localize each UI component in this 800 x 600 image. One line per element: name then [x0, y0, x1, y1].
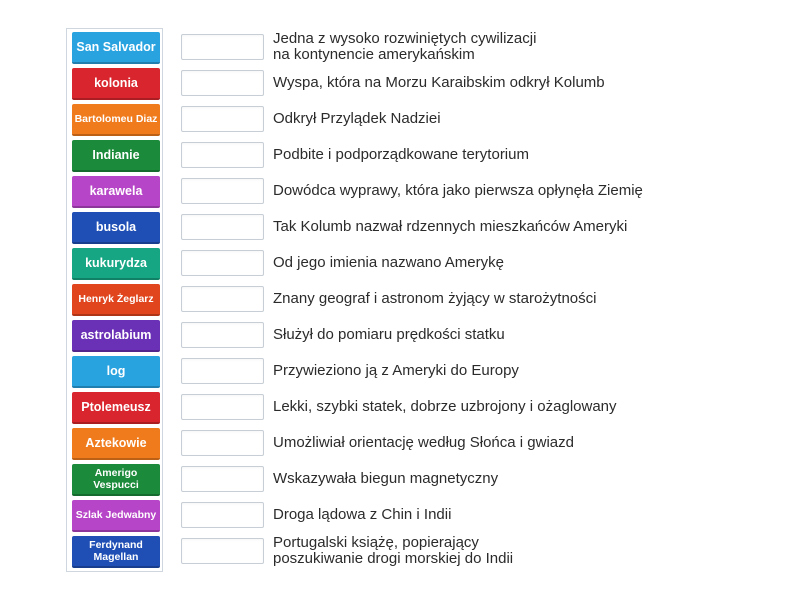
term-tile[interactable]: Indianie	[72, 140, 160, 172]
answer-drop-box[interactable]	[181, 178, 264, 204]
answer-drop-box[interactable]	[181, 250, 264, 276]
definition-text: Droga lądowa z Chin i Indii	[273, 506, 452, 523]
definition-text: Umożliwiał orientację według Słońca i gwiazd	[273, 434, 574, 451]
term-tile[interactable]: Aztekowie	[72, 428, 160, 460]
term-tile[interactable]: astrolabium	[72, 320, 160, 352]
answer-drop-box[interactable]	[181, 322, 264, 348]
definition-text: Lekki, szybki statek, dobrze uzbrojony i ożaglowany	[273, 398, 617, 415]
term-tile[interactable]: San Salvador	[72, 32, 160, 64]
definition-text: Jedna z wysoko rozwiniętych cywilizacji na kontynencie amerykańskim	[273, 30, 537, 63]
term-tile[interactable]: kolonia	[72, 68, 160, 100]
term-tile[interactable]: Szlak Jedwabny	[72, 500, 160, 532]
term-tile[interactable]: Bartolomeu Diaz	[72, 104, 160, 136]
term-tile[interactable]: karawela	[72, 176, 160, 208]
definition-text: Dowódca wyprawy, która jako pierwsza opłynęła Ziemię	[273, 182, 643, 199]
definition-text: Wskazywała biegun magnetyczny	[273, 470, 499, 487]
term-tile[interactable]: Henryk Żeglarz	[72, 284, 160, 316]
definition-text: Przywieziono ją z Ameryki do Europy	[273, 362, 519, 379]
answer-drop-box[interactable]	[181, 394, 264, 420]
term-tile[interactable]: kukurydza	[72, 248, 160, 280]
answer-drop-box[interactable]	[181, 502, 264, 528]
answer-drop-box[interactable]	[181, 538, 264, 564]
definition-text: Portugalski książę, popierający poszukiwanie drogi morskiej do Indii	[273, 534, 514, 567]
answer-drop-box[interactable]	[181, 358, 264, 384]
definition-text: Wyspa, która na Morzu Karaibskim odkrył Kolumb	[273, 74, 605, 91]
answer-drop-box[interactable]	[181, 430, 264, 456]
term-tile[interactable]: Ferdynand Magellan	[72, 536, 160, 568]
answer-drop-box[interactable]	[181, 142, 264, 168]
term-bank	[66, 28, 163, 572]
term-tile[interactable]: busola	[72, 212, 160, 244]
answer-drop-box[interactable]	[181, 34, 264, 60]
definition-text: Od jego imienia nazwano Amerykę	[273, 254, 504, 271]
answer-drop-box[interactable]	[181, 466, 264, 492]
term-tile[interactable]: Amerigo Vespucci	[72, 464, 160, 496]
definition-text: Znany geograf i astronom żyjący w starożytności	[273, 290, 597, 307]
definition-text: Tak Kolumb nazwał rdzennych mieszkańców Ameryki	[273, 218, 628, 235]
answer-drop-box[interactable]	[181, 214, 264, 240]
definition-text: Odkrył Przylądek Nadziei	[273, 110, 441, 127]
answer-drop-box[interactable]	[181, 106, 264, 132]
term-tile[interactable]: Ptolemeusz	[72, 392, 160, 424]
definition-text: Służył do pomiaru prędkości statku	[273, 326, 505, 343]
answer-drop-box[interactable]	[181, 286, 264, 312]
definition-text: Podbite i podporządkowane terytorium	[273, 146, 529, 163]
answer-drop-box[interactable]	[181, 70, 264, 96]
term-tile[interactable]: log	[72, 356, 160, 388]
